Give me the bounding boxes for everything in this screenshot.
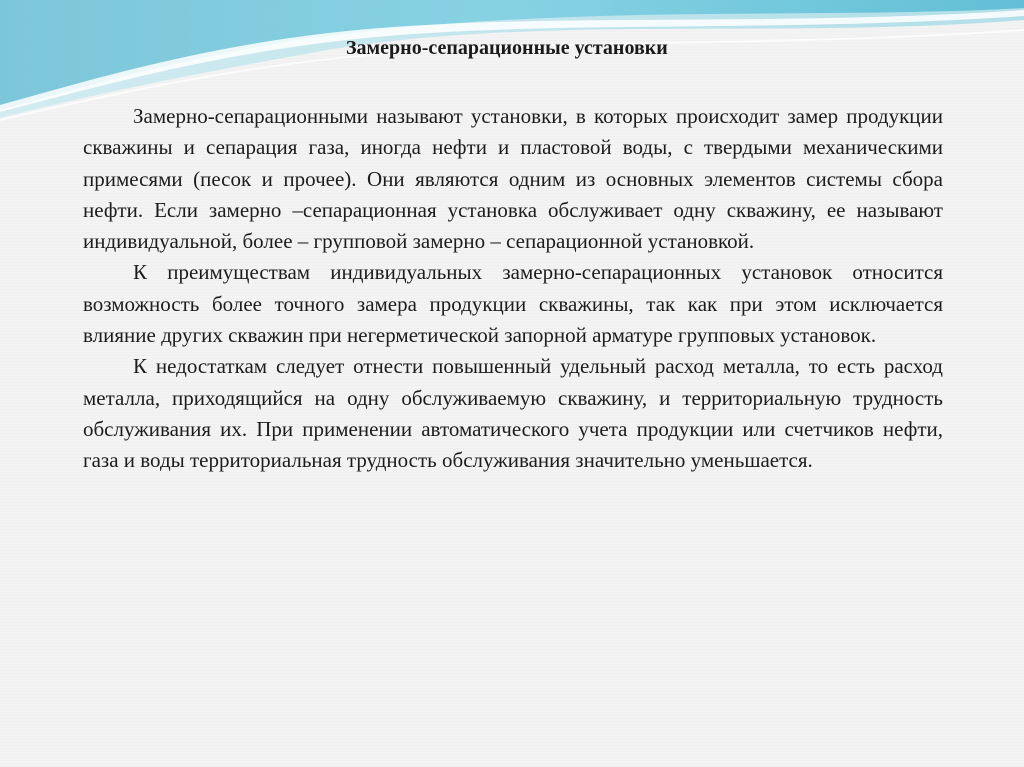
paragraph-1: Замерно-сепарационными называют установки, в которых происходит замер продукции скважины и сепарация газа, иногда нефти и пластовой воды, с твердыми механическими примесями (песок и прочее). Они являются одним из основных элементов системы сбора нефти. Если замерно –сепарационная установка обслуживает одну скважину, ее называют индивидуальной, более – групповой замерно – сепарационной установкой. — [83, 104, 943, 254]
paragraph-3: К недостаткам следует отнести повышенный удельный расход металла, то есть расход металла, приходящийся на одну обслуживаемую скважину, и территориальную трудность обслуживания их. При применении автоматического учета продукции или счетчиков нефти, газа и воды территориальная трудность обслуживания значительно уменьшается. — [83, 354, 943, 473]
paragraph-2: К преимуществам индивидуальных замерно-сепарационных установок относится возможность более точного замера продукции скважины, так как при этом исключается влияние других скважин при негерметической запорной арматуре групповых установок. — [83, 260, 943, 348]
body-text — [83, 101, 943, 477]
page-title: Замерно-сепарационные установки — [346, 37, 668, 59]
